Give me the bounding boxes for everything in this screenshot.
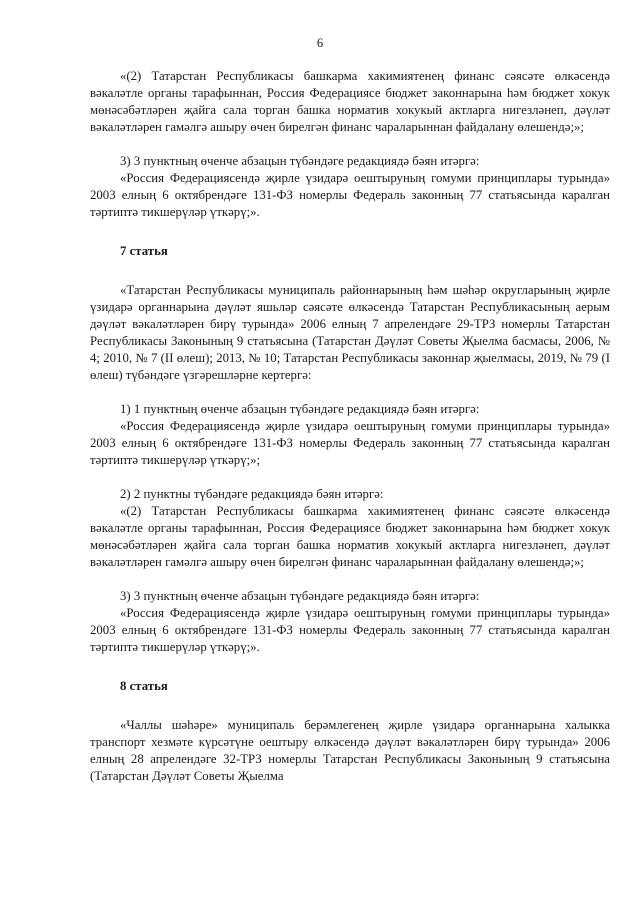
body-paragraph: «Россия Федерациясендә җирле үзидарә оештыруның гомуми принциплары турында» 2003 елның 6 октябрендәге 131-ФЗ номерлы Федераль законның 77 статьясында каралган тәртиптә тикшерүләр үткәрү;». — [90, 171, 610, 219]
body-paragraph: «Россия Федерациясендә җирле үзидарә оештыруның гомуми принциплары турында» 2003 елның 6 октябрендәге 131-ФЗ номерлы Федераль законның 77 статьясында каралган тәртиптә тикшерүләр үткәрү;»; — [90, 419, 610, 467]
document-body — [90, 68, 610, 785]
body-paragraph: «Россия Федерациясендә җирле үзидарә оештыруның гомуми принциплары турында» 2003 елның 6 октябрендәге 131-ФЗ номерлы Федераль законның 77 статьясында каралган тәртиптә тикшерүләр үткәрү;». — [90, 606, 610, 654]
paragraph-spacer — [90, 656, 610, 678]
body-paragraph: «(2) Татарстан Республикасы башкарма хакимиятенең финанс сәясәте өлкәсендә вәкаләтле органы тарафыннан, Россия Федерациясе бюджет законнарына һәм бюджет хокук мөнәсәбәтләрен җайга сала торган башка норматив хокукый актларга нигезләнеп, дәүләт вәкаләтләрен гамәлгә ашыру өчен бирелгән финанс чараларыннан файдалану өлешендә;»; — [90, 69, 610, 134]
list-item-paragraph: 1) 1 пунктның өченче абзацын түбәндәге редакциядә бәян итәргә: — [120, 402, 480, 416]
paragraph-spacer — [90, 571, 610, 588]
paragraph-spacer — [90, 221, 610, 243]
paragraph-spacer — [90, 136, 610, 153]
page-number: 6 — [316, 36, 324, 50]
body-paragraph: «(2) Татарстан Республикасы башкарма хакимиятенең финанс сәясәте өлкәсендә вәкаләтле органы тарафыннан, Россия Федерациясе бюджет законнарына һәм бюджет хокук мөнәсәбәтләрен җайга сала торган башка норматив хокукый актларга нигезләнеп, дәүләт вәкаләтләрен гамәлгә ашыру өчен бирелгән финанс чараларыннан файдалану өлешендә;»; — [90, 504, 610, 569]
body-paragraph: «Татарстан Республикасы муниципаль районнарының һәм шәһәр округларының җирле үзидарә органнарына дәүләт яшьләр сәясәте өлкәсендә Татарстан Республикасының аерым дәүләт вәкаләтләрен бирү турында» 2006 елның 7 апрелендәге 29-ТРЗ номерлы Татарстан Республикасы Законының 9 статьясына (Татарстан Дәүләт Советы Җыелма басмасы, 2006, № 4; 2010, № 7 (II өлеш); 2013, № 10; Татарстан Республикасы законнар җыелмасы, 2019, № 79 (I өлеш) түбәндәге үзгәрешләрне кертергә: — [90, 283, 610, 382]
paragraph-spacer — [90, 260, 610, 282]
body-paragraph: 3) 3 пунктның өченче абзацын түбәндәге редакциядә бәян итәргә: — [120, 154, 480, 168]
body-paragraph: 2) 2 пунктны түбәндәге редакциядә бәян итәргә: — [120, 487, 384, 501]
article-heading: 8 статья — [120, 679, 168, 693]
paragraph-spacer — [90, 469, 610, 486]
body-paragraph: 3) 3 пунктның өченче абзацын түбәндәге редакциядә бәян итәргә: — [120, 589, 480, 603]
paragraph-spacer — [90, 695, 610, 717]
article-heading: 7 статья — [120, 244, 168, 258]
body-paragraph: «Чаллы шәһәре» муниципаль берәмлегенең җирле үзидарә органнарына халыкка транспорт хезмәте күрсәтүне оештыру өлкәсендә дәүләт вәкаләтләрен бирү турында» 2006 елның 28 апрелендәге 32-ТРЗ номерлы Татарстан Республикасы Законының 9 статьясына (Татарстан Дәүләт Советы Җыелма — [90, 718, 610, 783]
paragraph-spacer — [90, 384, 610, 401]
